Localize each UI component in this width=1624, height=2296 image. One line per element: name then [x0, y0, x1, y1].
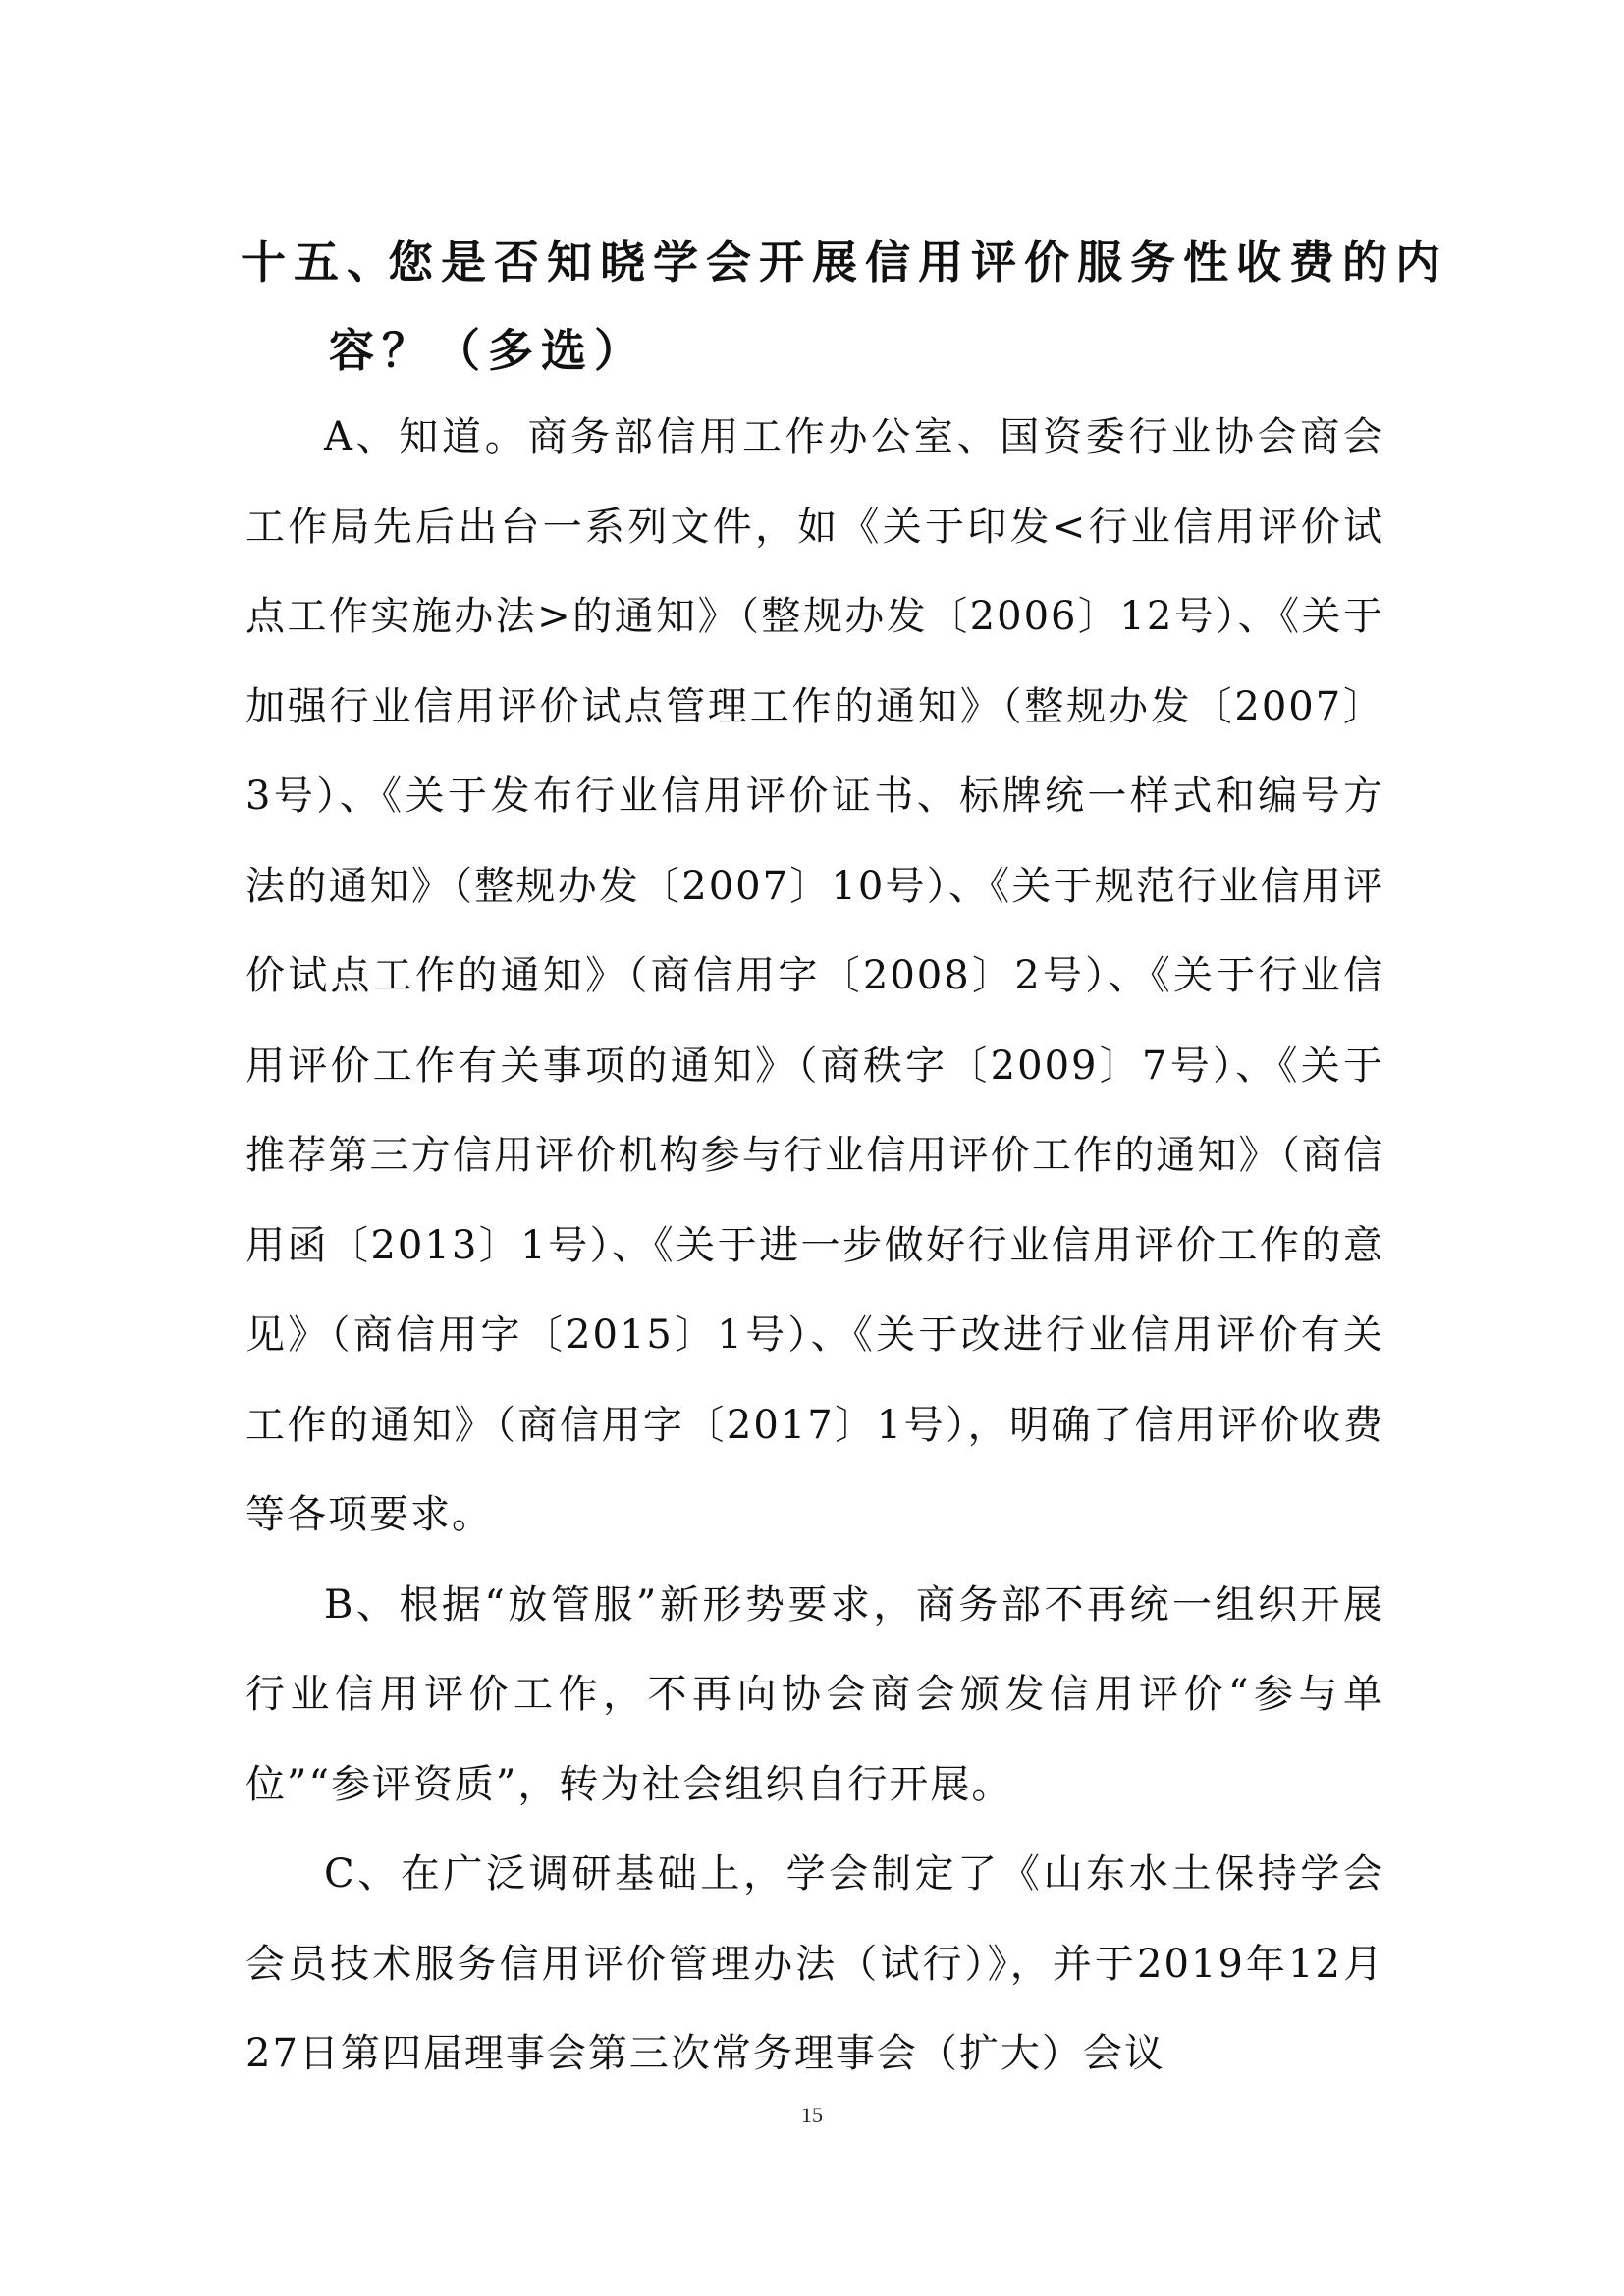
option-b-paragraph: B、根据“放管服”新形势要求，商务部不再统一组织开展行业信用评价工作，不再向协会商会颁发信用评价“参与单位”“参评资质”，转为社会组织自行开展。 [245, 1581, 1384, 1807]
question-options [245, 393, 1384, 2100]
question-number: 十五、 [241, 236, 400, 289]
question-heading-line1 [241, 218, 1448, 306]
question-text-line2: 容？（多选） [329, 324, 647, 377]
option-a-paragraph: A、知道。商务部信用工作办公室、国资委行业协会商会工作局先后出台一系列文件，如《关于印发<行业信用评价试点工作实施办法>的通知》（整规办发〔2006〕12号）、《关于加强行业信用评价试点管理工作的通知》（整规办发〔2007〕3号）、《关于发布行业信用评价证书、标牌统一样式和编号方法的通知》（整规办发〔2007〕10号）、《关于规范行业信用评价试点工作的通知》（商信用字〔2008〕2号）、《关于行业信用评价工作有关事项的通知》（商秩字〔2009〕7号）、《关于推荐第三方信用评价机构参与行业信用评价工作的通知》（商信用函〔2013〕1号）、《关于进一步做好行业信用评价工作的意见》（商信用字〔2015〕1号）、《关于改进行业信用评价有关工作的通知》（商信用字〔2017〕1号），明确了信用评价收费等各项要求。 [245, 414, 1384, 1537]
question-text-line1: 您是否知晓学会开展信用评价服务性收费的内 [388, 236, 1448, 289]
option-c-paragraph: C、在广泛调研基础上，学会制定了《山东水土保持学会会员技术服务信用评价管理办法（试行）》，并于2019年12月27日第四届理事会第三次常务理事会（扩大）会议 [245, 1851, 1384, 2076]
page-number: 15 [801, 2103, 823, 2127]
question-heading [241, 218, 1448, 395]
